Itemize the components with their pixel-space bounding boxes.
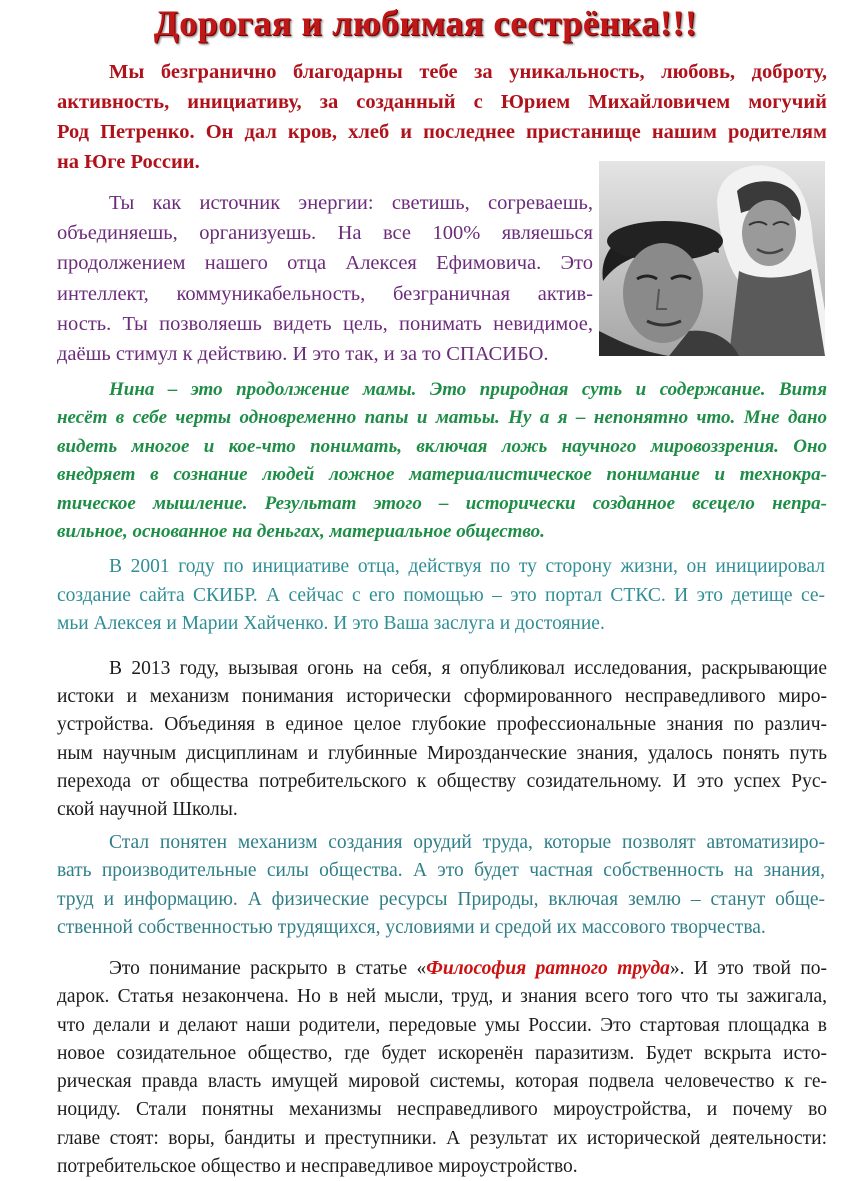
text-line: ской научной Школы. [57,799,238,821]
text-line: труд и информацию. А физические ресурсы Природы, включая землю – станут обще- [57,888,825,910]
text-line: даёшь стимул к действию. И это так, и за то СПАСИБО. [57,343,549,366]
paragraph-family-traits [57,376,827,546]
text-line: интеллект, коммуникабельность, безграничная актив- [57,282,593,305]
text-line: ность. Ты позволяешь видеть цель, понимать невидимое, [57,312,593,335]
text-line: видеть многое и кое-что понимать, включая ложь научного мировоззрения. Оно [57,435,827,457]
page-title: Дорогая и любимая сестрёнка!!! [153,3,698,43]
text-line: В 2001 году по инициативе отца, действуя по ту сторону жизни, он инициировал [109,556,825,577]
text-line: дарок. Статья незаконченa. Но в ней мысли, труд, и знания всего того что ты зажигала, [57,986,827,1008]
text-line: вильное, основанное на деньгах, материальное общество. [57,521,545,543]
text-line: главе стоят: воры, бандиты и преступники. А результат их исторической деятельности: [57,1127,827,1149]
paragraph-labor-tools [57,829,825,942]
text-line: создание сайта СКИБР. А сейчас с его помощью – это портал СТКС. И это детище се- [57,584,825,606]
text-line: потребительское общество и несправедливое мироустройство. [57,1156,578,1178]
text-line [57,955,827,983]
text-line: несёт в себе черты одновременно папы и матьы. Ну а я – непонятно что. Мне дано [57,407,827,429]
paragraph-gratitude [57,57,827,177]
text-line: Род Петренко. Он дал кров, хлеб и последнее пристанище нашим родителям [57,121,827,143]
text-line: устройства. Объединяя в единое целое глубокие профессиональные знания по различ- [57,714,827,736]
text-line: продолжением нашего отца Алексея Ефимовича. Это [57,252,593,275]
text-line: рическая правда власть имущей мировой системы, которая подвела человечество к ге- [57,1071,827,1093]
article-title-link[interactable]: Философия ратного труда [426,958,670,979]
text-fragment: Это понимание раскрыто в статье « [109,958,427,979]
text-line: активность, инициативу, за созданный с Юрием Михайловичем могучий [57,91,827,113]
couple-portrait-photo [599,161,825,356]
paragraph-research-2013 [57,655,827,824]
text-line: ственной собственностью трудящихся, условиями и средой их массового творчества. [57,916,766,938]
text-line: на Юге России. [57,151,200,173]
text-line: вать производительные силы общества. А это будет частная собственность на знания, [57,860,825,882]
paragraph-article-gift [57,955,827,1181]
text-line: мьи Алексея и Марии Хайченко. И это Ваша заслуга и достояние. [57,613,605,634]
text-line: объединяешь, организуешь. На все 100% являешься [57,222,593,245]
text-line: истоки и механизм понимания исторически сформированного несправедливого миро- [57,686,827,708]
text-line: Нина – это продолжение мамы. Это природная суть и содержание. Витя [109,379,827,400]
text-line: внедряет в сознание людей ложное материалистическое понимание и технокра- [57,464,827,486]
text-line: ноциду. Стали понятны механизмы несправедливого мироустройства, и почему во [57,1099,827,1121]
portrait-illustration [599,161,825,356]
text-line: новое созидательное общество, где будет искоренён паразитизм. Будет вскрыта истo- [57,1042,827,1064]
text-line: Мы безгранично благодарны тебе за уникальность, любовь, доброту, [109,61,827,83]
text-line: Стал понятен механизм создания орудий труда, которые позволят автоматизиро- [109,832,825,853]
paragraph-skibr-site [57,553,825,639]
text-fragment: ». И это твой по- [669,958,827,979]
text-line: перехода от общества потребительского к обществу созидательному. И это успех Рус- [57,770,827,792]
text-line: что делали и делают наши родители, передовые умы России. Это стартовая площадка в [57,1014,827,1036]
text-line: В 2013 году, вызывая огонь на себя, я опубликовал исследования, раскрывающие [109,658,827,679]
paragraph-energy-source [57,188,593,369]
text-line: ным научным дисциплинам и глубинные Мирозданческие знания, удалось понять путь [57,742,827,764]
text-line: тическое мышление. Результат этого – исторически созданное всецело непра- [57,492,827,514]
text-line: Ты как источник энергии: светишь, согреваешь, [109,192,593,214]
